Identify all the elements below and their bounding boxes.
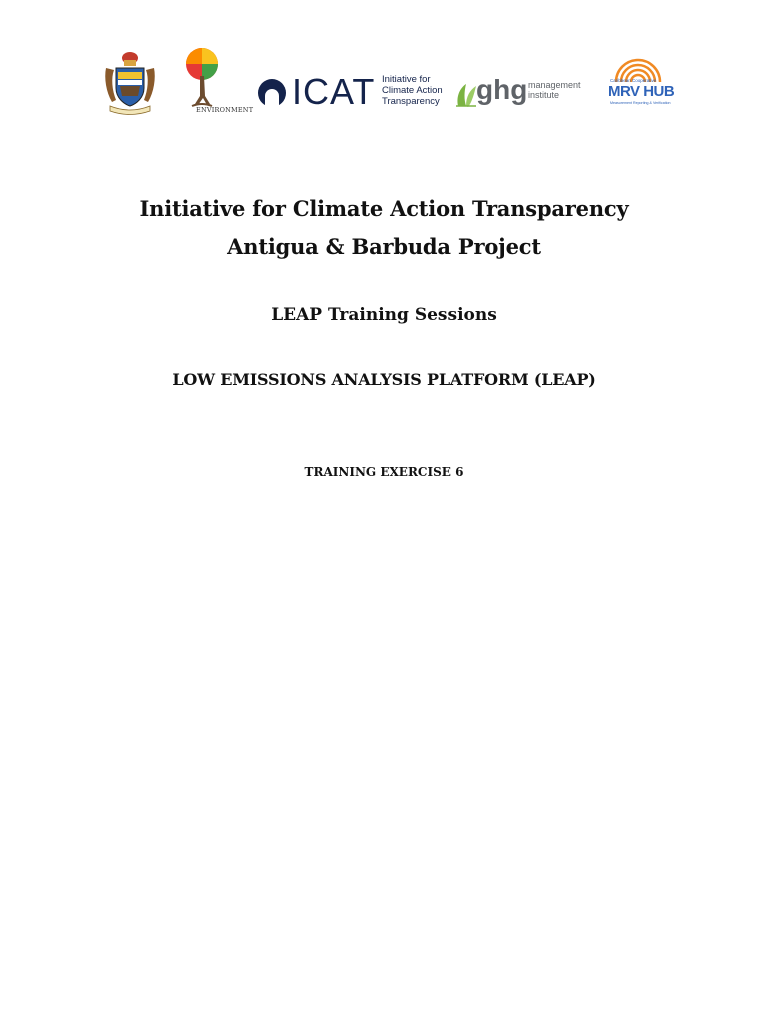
ghg-management-institute-logo	[454, 74, 594, 112]
ghg-tagline-line-1: management	[528, 80, 581, 90]
exercise-label: TRAINING EXERCISE 6	[304, 465, 464, 479]
icat-wordmark: ICAT	[292, 71, 376, 112]
logo-strip	[96, 44, 686, 120]
ghg-tagline	[528, 80, 581, 100]
ministry-environment-logo	[178, 46, 254, 118]
icat-tagline-line-1: Initiative for	[382, 74, 431, 85]
document-title-line-2: Antigua & Barbuda Project	[227, 234, 541, 259]
antigua-coat-of-arms-logo	[102, 48, 158, 116]
icat-arch-icon	[256, 78, 288, 108]
icat-tagline-line-3: Transparency	[382, 96, 440, 107]
document-subtitle: LEAP Training Sessions	[271, 305, 497, 325]
coat-of-arms-icon	[102, 48, 158, 116]
icat-tagline	[382, 74, 443, 107]
ghg-tagline-line-2: institute	[528, 90, 560, 100]
icat-logo	[256, 71, 446, 114]
mrv-sub-text: Measurement Reporting & Verification	[610, 101, 671, 105]
platform-heading: LOW EMISSIONS ANALYSIS PLATFORM (LEAP)	[172, 370, 596, 389]
mrv-top-text: Caribbean Cooperative	[610, 78, 657, 83]
mrv-hub-logo	[608, 54, 678, 114]
document-title-line-1: Initiative for Climate Action Transparency	[139, 196, 629, 221]
mrv-wordmark: MRV HUB	[608, 83, 675, 100]
icat-tagline-line-2: Climate Action	[382, 85, 443, 96]
ministry-caption: ENVIRONMENT	[196, 106, 254, 114]
ghg-wordmark: ghg	[476, 74, 528, 105]
